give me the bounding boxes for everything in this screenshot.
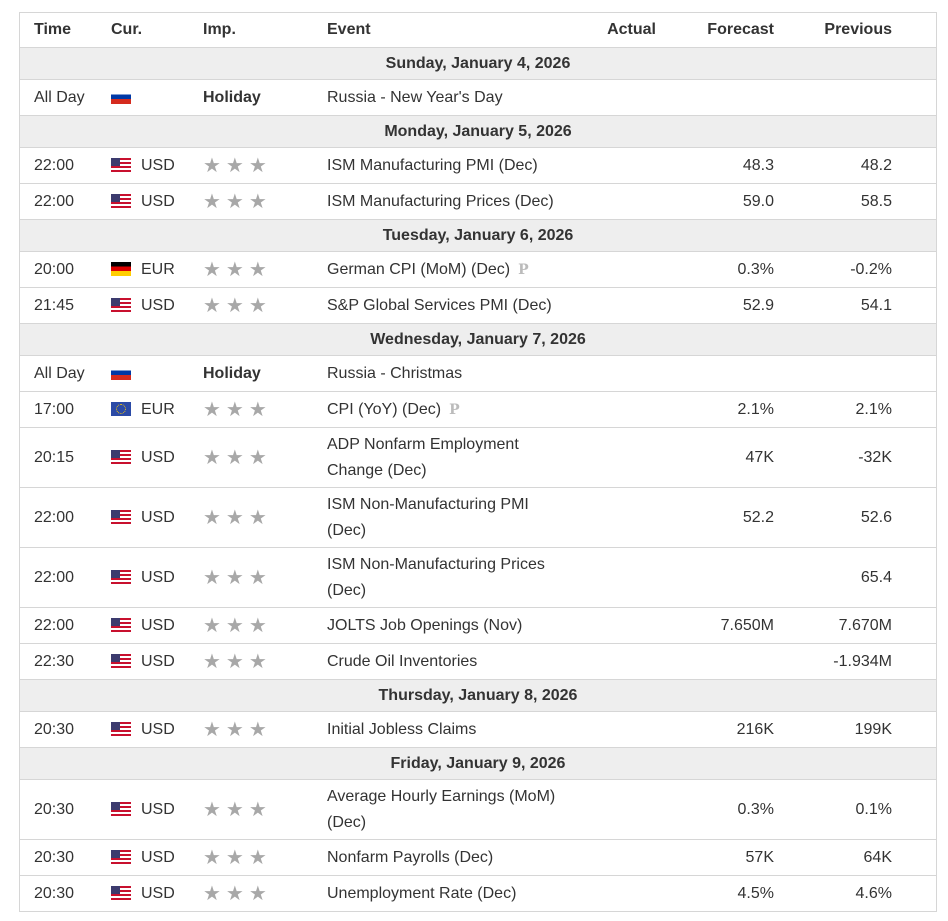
event-name[interactable]: ISM Manufacturing PMI (Dec) — [327, 156, 538, 174]
importance-star-icon: ★★★ — [203, 567, 272, 589]
event-row[interactable] — [20, 644, 936, 680]
row-spacer — [892, 840, 936, 876]
row-spacer — [892, 712, 936, 748]
row-spacer — [892, 608, 936, 644]
row-spacer — [892, 252, 936, 288]
event-row[interactable] — [20, 876, 936, 912]
row-spacer — [892, 780, 936, 840]
event-currency-cell — [111, 712, 203, 748]
event-name-line[interactable]: (Dec) — [327, 521, 367, 539]
event-time: All Day — [20, 80, 111, 116]
row-spacer — [892, 488, 936, 548]
event-actual — [573, 712, 656, 748]
event-name-line[interactable]: (Dec) — [327, 813, 367, 831]
event-name[interactable]: JOLTS Job Openings (Nov) — [327, 616, 523, 634]
event-importance-cell — [203, 392, 327, 428]
event-actual — [573, 644, 656, 680]
event-name-cell[interactable] — [327, 428, 573, 488]
event-currency: USD — [141, 800, 175, 818]
event-currency-cell — [111, 780, 203, 840]
day-header-row — [20, 48, 936, 80]
event-previous: -1.934M — [774, 644, 892, 680]
importance-star-icon: ★★★ — [203, 191, 272, 213]
column-header-time[interactable]: Time — [20, 13, 111, 48]
event-actual — [573, 288, 656, 324]
event-time: 20:30 — [20, 840, 111, 876]
day-header-label: Wednesday, January 7, 2026 — [20, 324, 936, 356]
event-name-cell[interactable] — [327, 252, 573, 288]
event-previous: -0.2% — [774, 252, 892, 288]
event-forecast: 0.3% — [656, 252, 774, 288]
event-currency-cell — [111, 840, 203, 876]
row-spacer — [892, 428, 936, 488]
event-currency: USD — [141, 652, 175, 670]
event-forecast — [656, 548, 774, 608]
importance-star-icon: ★★★ — [203, 719, 272, 741]
day-header-row — [20, 748, 936, 780]
event-name-line[interactable]: ADP Nonfarm Employment — [327, 435, 519, 453]
event-currency: USD — [141, 848, 175, 866]
event-importance-cell — [203, 288, 327, 324]
event-name-cell[interactable] — [327, 644, 573, 680]
importance-star-icon: ★★★ — [203, 155, 272, 177]
event-row[interactable] — [20, 356, 936, 392]
event-currency: USD — [141, 156, 175, 174]
event-name-cell[interactable] — [327, 608, 573, 644]
event-name-line[interactable]: Average Hourly Earnings (MoM) — [327, 787, 556, 805]
us-flag-icon — [111, 618, 131, 632]
event-importance-cell — [203, 252, 327, 288]
event-time: 22:00 — [20, 184, 111, 220]
event-row[interactable] — [20, 840, 936, 876]
us-flag-icon — [111, 194, 131, 208]
event-time: 20:30 — [20, 780, 111, 840]
event-importance-cell — [203, 184, 327, 220]
row-spacer — [892, 876, 936, 912]
row-spacer — [892, 80, 936, 116]
event-previous — [774, 356, 892, 392]
importance-star-icon: ★★★ — [203, 615, 272, 637]
event-currency-cell — [111, 428, 203, 488]
event-time: 17:00 — [20, 392, 111, 428]
event-time: 20:30 — [20, 712, 111, 748]
event-actual — [573, 356, 656, 392]
event-actual — [573, 840, 656, 876]
row-spacer — [892, 392, 936, 428]
event-importance-cell — [203, 876, 327, 912]
importance-star-icon: ★★★ — [203, 259, 272, 281]
row-spacer — [892, 148, 936, 184]
event-forecast — [656, 356, 774, 392]
event-name-line[interactable]: ISM Non-Manufacturing PMI — [327, 495, 529, 513]
event-time: 22:00 — [20, 488, 111, 548]
event-currency-cell — [111, 644, 203, 680]
event-name[interactable]: Russia - New Year's Day — [327, 88, 503, 106]
event-previous: 52.6 — [774, 488, 892, 548]
event-currency-cell — [111, 876, 203, 912]
day-header-label: Monday, January 5, 2026 — [20, 116, 936, 148]
event-row[interactable] — [20, 184, 936, 220]
event-importance-cell — [203, 428, 327, 488]
event-name[interactable]: S&P Global Services PMI (Dec) — [327, 296, 552, 314]
event-time: All Day — [20, 356, 111, 392]
table-header-row — [20, 13, 936, 48]
event-currency: EUR — [141, 260, 175, 278]
event-forecast: 48.3 — [656, 148, 774, 184]
event-previous: 54.1 — [774, 288, 892, 324]
importance-star-icon: ★★★ — [203, 799, 272, 821]
event-time: 20:15 — [20, 428, 111, 488]
event-currency: USD — [141, 884, 175, 902]
event-row[interactable] — [20, 80, 936, 116]
event-name-cell[interactable] — [327, 356, 573, 392]
germany-flag-icon — [111, 262, 131, 276]
event-previous: -32K — [774, 428, 892, 488]
us-flag-icon — [111, 850, 131, 864]
day-header-label: Tuesday, January 6, 2026 — [20, 220, 936, 252]
event-actual — [573, 148, 656, 184]
event-previous: 2.1% — [774, 392, 892, 428]
event-time: 22:00 — [20, 548, 111, 608]
event-forecast — [656, 80, 774, 116]
event-importance-cell — [203, 548, 327, 608]
event-importance-cell — [203, 488, 327, 548]
column-header-actual[interactable]: Actual — [573, 13, 656, 48]
event-currency: USD — [141, 616, 175, 634]
event-currency: USD — [141, 296, 175, 314]
event-currency-cell — [111, 356, 203, 392]
importance-star-icon: ★★★ — [203, 399, 272, 421]
importance-star-icon: ★★★ — [203, 883, 272, 905]
event-previous: 58.5 — [774, 184, 892, 220]
event-time: 21:45 — [20, 288, 111, 324]
event-currency: EUR — [141, 400, 175, 418]
day-header-row — [20, 116, 936, 148]
us-flag-icon — [111, 298, 131, 312]
day-header-label: Thursday, January 8, 2026 — [20, 680, 936, 712]
event-currency-cell — [111, 184, 203, 220]
event-previous: 0.1% — [774, 780, 892, 840]
event-actual — [573, 392, 656, 428]
event-forecast: 59.0 — [656, 184, 774, 220]
event-row[interactable] — [20, 252, 936, 288]
event-forecast: 216K — [656, 712, 774, 748]
event-importance-cell — [203, 80, 327, 116]
event-name-cell[interactable] — [327, 184, 573, 220]
event-currency: USD — [141, 720, 175, 738]
event-time: 20:00 — [20, 252, 111, 288]
event-name-cell[interactable] — [327, 148, 573, 184]
event-actual — [573, 780, 656, 840]
event-name-cell[interactable] — [327, 840, 573, 876]
day-header-row — [20, 680, 936, 712]
event-name[interactable]: Crude Oil Inventories — [327, 652, 478, 670]
event-forecast: 57K — [656, 840, 774, 876]
event-previous: 65.4 — [774, 548, 892, 608]
event-importance-cell — [203, 356, 327, 392]
event-row[interactable] — [20, 392, 936, 428]
event-previous: 4.6% — [774, 876, 892, 912]
event-previous: 199K — [774, 712, 892, 748]
event-forecast: 7.650M — [656, 608, 774, 644]
row-spacer — [892, 184, 936, 220]
event-actual — [573, 184, 656, 220]
event-actual — [573, 252, 656, 288]
day-header-label: Sunday, January 4, 2026 — [20, 48, 936, 80]
event-actual — [573, 608, 656, 644]
calendar-body — [20, 48, 936, 912]
event-row[interactable] — [20, 148, 936, 184]
event-name[interactable]: CPI (YoY) (Dec) — [327, 400, 442, 418]
event-currency-cell — [111, 392, 203, 428]
event-forecast: 52.9 — [656, 288, 774, 324]
event-currency-cell — [111, 252, 203, 288]
event-row[interactable] — [20, 288, 936, 324]
event-name-cell[interactable] — [327, 392, 573, 428]
event-actual — [573, 876, 656, 912]
event-actual — [573, 428, 656, 488]
column-header-importance[interactable]: Imp. — [203, 13, 327, 48]
us-flag-icon — [111, 802, 131, 816]
row-spacer — [892, 548, 936, 608]
event-importance-cell — [203, 780, 327, 840]
importance-star-icon: ★★★ — [203, 847, 272, 869]
event-forecast: 4.5% — [656, 876, 774, 912]
preliminary-icon: P — [449, 401, 460, 418]
row-spacer — [892, 644, 936, 680]
event-forecast: 52.2 — [656, 488, 774, 548]
event-row[interactable] — [20, 780, 936, 840]
russia-flag-icon — [111, 90, 131, 104]
event-name-line[interactable]: (Dec) — [327, 581, 367, 599]
us-flag-icon — [111, 450, 131, 464]
event-currency-cell — [111, 488, 203, 548]
event-currency-cell — [111, 548, 203, 608]
event-name[interactable]: Russia - Christmas — [327, 364, 463, 382]
event-currency: USD — [141, 568, 175, 586]
column-header-spacer — [892, 13, 936, 48]
event-currency-cell — [111, 148, 203, 184]
us-flag-icon — [111, 654, 131, 668]
event-time: 22:00 — [20, 608, 111, 644]
event-currency-cell — [111, 288, 203, 324]
event-row[interactable] — [20, 608, 936, 644]
event-name-line[interactable]: ISM Non-Manufacturing Prices — [327, 555, 545, 573]
importance-star-icon: ★★★ — [203, 295, 272, 317]
event-currency: USD — [141, 448, 175, 466]
event-name[interactable]: Nonfarm Payrolls (Dec) — [327, 848, 494, 866]
event-importance-cell — [203, 644, 327, 680]
event-time: 22:30 — [20, 644, 111, 680]
preliminary-icon: P — [518, 261, 529, 278]
event-name-cell[interactable] — [327, 548, 573, 608]
importance-star-icon: ★★★ — [203, 651, 272, 673]
event-row[interactable] — [20, 428, 936, 488]
event-forecast: 0.3% — [656, 780, 774, 840]
event-forecast: 47K — [656, 428, 774, 488]
eu-flag-icon — [111, 402, 131, 416]
event-importance-cell — [203, 148, 327, 184]
event-actual — [573, 548, 656, 608]
event-row[interactable] — [20, 488, 936, 548]
day-header-row — [20, 324, 936, 356]
economic-calendar-table — [20, 13, 936, 912]
day-header-label: Friday, January 9, 2026 — [20, 748, 936, 780]
column-header-previous[interactable]: Previous — [774, 13, 892, 48]
event-actual — [573, 80, 656, 116]
holiday-label: Holiday — [203, 88, 261, 106]
holiday-label: Holiday — [203, 364, 261, 382]
event-forecast — [656, 644, 774, 680]
importance-star-icon: ★★★ — [203, 507, 272, 529]
column-header-event[interactable]: Event — [327, 13, 573, 48]
event-name-cell[interactable] — [327, 780, 573, 840]
event-previous: 64K — [774, 840, 892, 876]
event-actual — [573, 488, 656, 548]
event-name-cell[interactable] — [327, 876, 573, 912]
event-importance-cell — [203, 608, 327, 644]
us-flag-icon — [111, 722, 131, 736]
us-flag-icon — [111, 510, 131, 524]
importance-star-icon: ★★★ — [203, 447, 272, 469]
row-spacer — [892, 356, 936, 392]
event-time: 22:00 — [20, 148, 111, 184]
event-name[interactable]: ISM Manufacturing Prices (Dec) — [327, 192, 554, 210]
event-name[interactable]: German CPI (MoM) (Dec) — [327, 260, 511, 278]
event-previous — [774, 80, 892, 116]
row-spacer — [892, 288, 936, 324]
event-name-cell[interactable] — [327, 80, 573, 116]
event-row[interactable] — [20, 548, 936, 608]
event-importance-cell — [203, 712, 327, 748]
event-currency-cell — [111, 608, 203, 644]
event-name-cell[interactable] — [327, 712, 573, 748]
economic-calendar — [19, 12, 937, 912]
event-importance-cell — [203, 840, 327, 876]
russia-flag-icon — [111, 366, 131, 380]
us-flag-icon — [111, 570, 131, 584]
event-name-cell[interactable] — [327, 288, 573, 324]
event-time: 20:30 — [20, 876, 111, 912]
us-flag-icon — [111, 886, 131, 900]
event-previous: 7.670M — [774, 608, 892, 644]
column-header-currency[interactable]: Cur. — [111, 13, 203, 48]
event-row[interactable] — [20, 712, 936, 748]
event-currency: USD — [141, 508, 175, 526]
event-name-cell[interactable] — [327, 488, 573, 548]
event-name-line[interactable]: Change (Dec) — [327, 461, 427, 479]
us-flag-icon — [111, 158, 131, 172]
day-header-row — [20, 220, 936, 252]
event-forecast: 2.1% — [656, 392, 774, 428]
column-header-forecast[interactable]: Forecast — [656, 13, 774, 48]
event-previous: 48.2 — [774, 148, 892, 184]
event-currency-cell — [111, 80, 203, 116]
event-name[interactable]: Initial Jobless Claims — [327, 720, 477, 738]
event-name[interactable]: Unemployment Rate (Dec) — [327, 884, 517, 902]
event-currency: USD — [141, 192, 175, 210]
